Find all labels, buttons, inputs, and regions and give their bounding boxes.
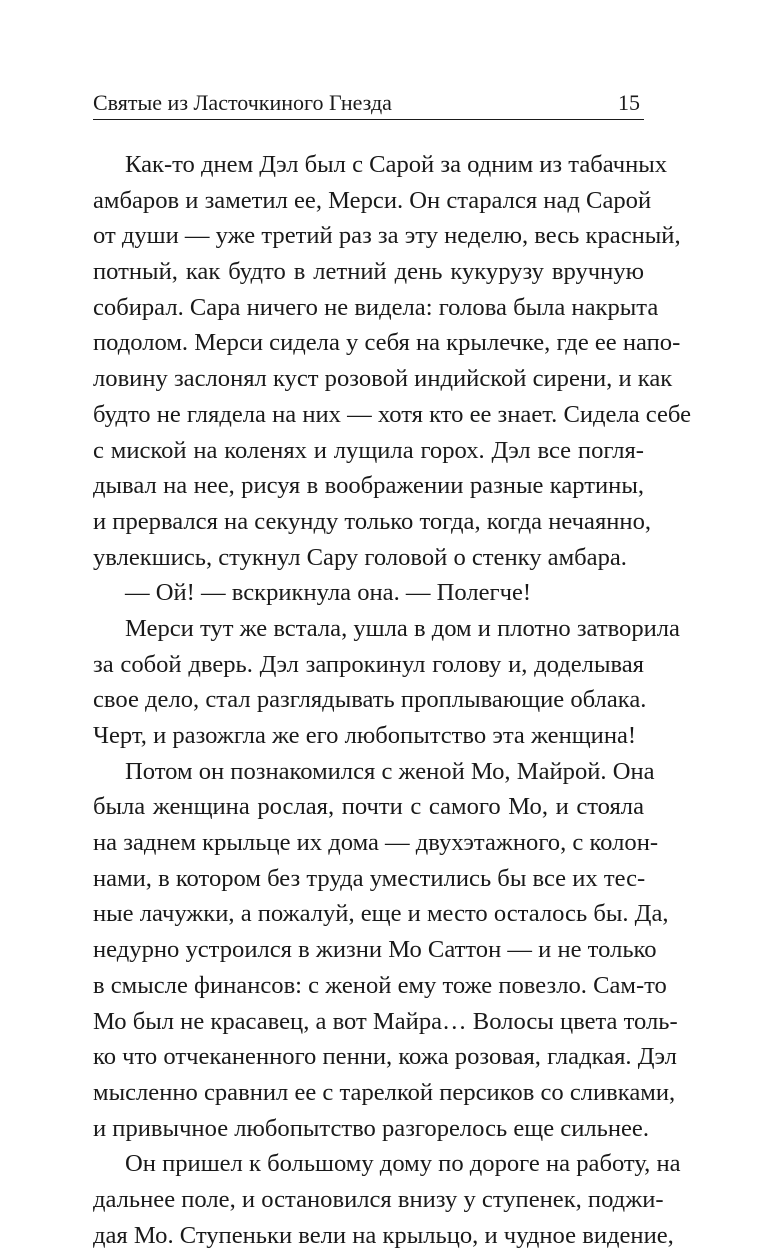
- text-line: будто не глядела на них — хотя кто ее знает. Сидела себе: [93, 400, 692, 428]
- text-line: и привычное любопытство разгорелось еще сильнее.: [93, 1114, 650, 1142]
- paragraph: [93, 1146, 681, 1253]
- text-line: в смысле финансов: с женой ему тоже повезло. Сам-то: [93, 971, 667, 999]
- text-line: недурно устроился в жизни Мо Саттон — и не только: [93, 936, 657, 964]
- text-line: Мерси тут же встала, ушла в дом и плотно затворила: [125, 614, 680, 642]
- text-line: ные лачужки, а пожалуй, еще и место осталось бы. Да,: [93, 900, 669, 928]
- text-line: от души — уже третий раз за эту неделю, весь красный,: [93, 222, 681, 250]
- text-line: ловину заслонял куст розовой индийской сирени, и как: [93, 365, 673, 393]
- text-line: Мо был не красавец, а вот Майра… Волосы цвета толь-: [93, 1007, 678, 1035]
- body-text: [93, 147, 692, 1253]
- text-line: потный, как будто в летний день кукурузу вручную: [93, 258, 644, 286]
- text-line: и прервался на секунду только тогда, когда нечаянно,: [93, 507, 652, 535]
- paragraph-dialogue: [93, 575, 644, 611]
- paragraph: [93, 754, 678, 1147]
- text-line: дая Мо. Ступеньки вели на крыльцо, и чудное видение,: [93, 1221, 674, 1249]
- paragraph: [93, 147, 692, 575]
- page-number: 15: [618, 90, 640, 115]
- book-title: Святые из Ласточкиного Гнезда: [93, 90, 392, 115]
- text-line: Он пришел к большому дому по дороге на работу, на: [125, 1150, 681, 1178]
- text-line: дывал на нее, рисуя в воображении разные картины,: [93, 472, 644, 500]
- text-line: Потом он познакомился с женой Мо, Майрой. Она: [125, 757, 655, 785]
- text-line: была женщина рослая, почти с самого Мо, и стояла: [93, 793, 644, 821]
- text-line: подолом. Мерси сидела у себя на крылечке, где ее напо-: [93, 329, 681, 357]
- text-line: ко что отчеканенного пенни, кожа розовая, гладкая. Дэл: [93, 1043, 677, 1071]
- paragraph: [93, 611, 680, 754]
- text-line: мысленно сравнил ее с тарелкой персиков со сливками,: [93, 1078, 676, 1106]
- text-line: собирал. Сара ничего не видела: голова была накрыта: [93, 293, 659, 321]
- running-header: [93, 90, 644, 120]
- text-line: — Ой! — вскрикнула она. — Полегче!: [125, 579, 532, 607]
- text-line: Как-то днем Дэл был с Сарой за одним из табачных: [125, 151, 668, 178]
- text-line: увлекшись, стукнул Сару головой о стенку амбара.: [93, 543, 627, 571]
- text-line: с миской на коленях и лущила горох. Дэл все погля-: [93, 436, 644, 464]
- text-line: свое дело, стал разглядывать проплывающие облака.: [93, 686, 647, 714]
- text-line: Черт, и разожгла же его любопытство эта женщина!: [93, 722, 637, 749]
- text-line: на заднем крыльце их дома — двухэтажного, с колон-: [93, 829, 659, 857]
- text-line: за собой дверь. Дэл запрокинул голову и, доделывая: [93, 650, 644, 678]
- text-line: амбаров и заметил ее, Мерси. Он старался над Сарой: [93, 186, 652, 214]
- text-line: дальнее поле, и остановился внизу у ступенек, поджи-: [93, 1185, 664, 1213]
- text-line: нами, в котором без труда уместились бы все их тес-: [93, 864, 646, 892]
